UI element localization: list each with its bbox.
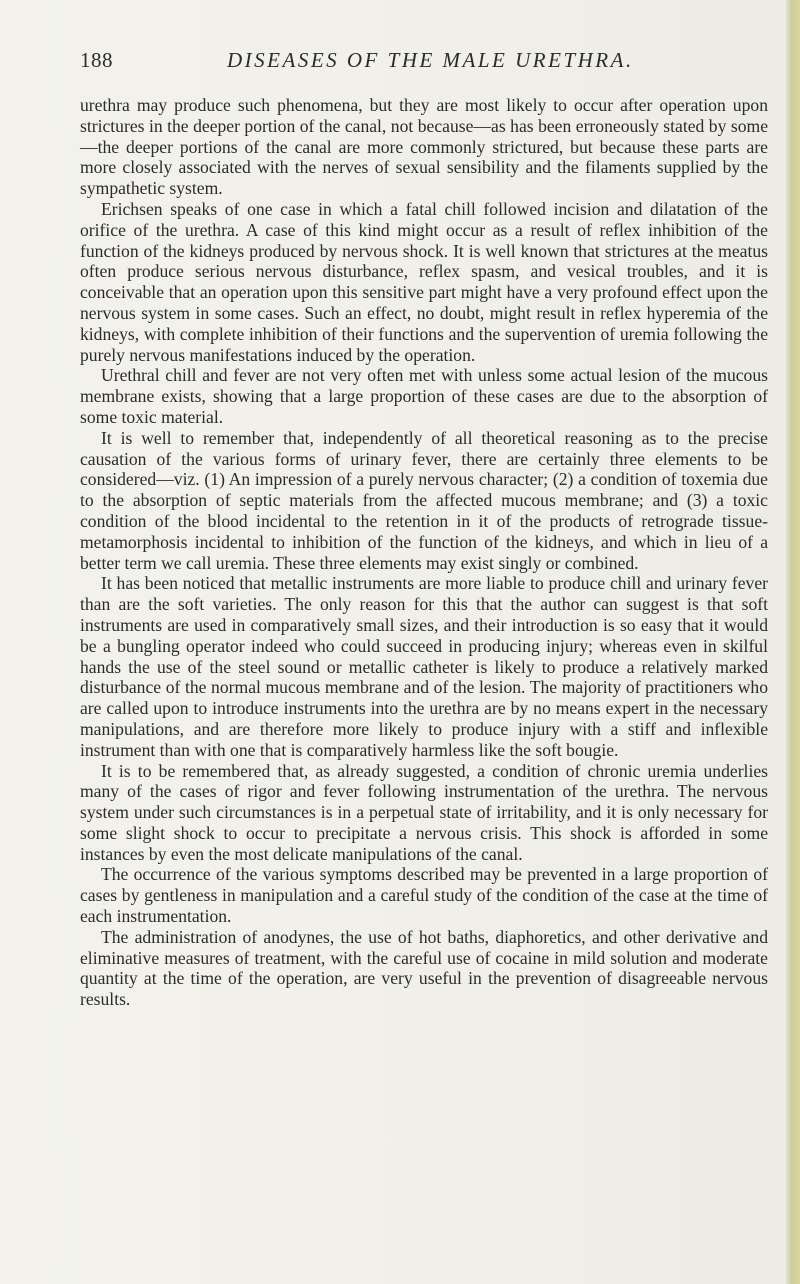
page-number: 188 [80, 48, 113, 72]
paragraph: Urethral chill and fever are not very often met with unless some actual lesion of the mucous membrane exists, showing that a large proportion of these cases are due to the absorption of some toxic material. [80, 365, 768, 427]
paragraph: urethra may produce such phenomena, but they are most likely to occur after operation upon strictures in the deeper portion of the canal, not because—as has been erroneously stated by some—the deeper portions of the canal are more commonly strictured, but because these parts are more closely associated with the nerves of sexual sensibility and the filaments supplied by the sympathetic system. [80, 95, 768, 199]
running-head: DISEASES OF THE MALE URETHRA. [227, 48, 634, 72]
paragraph: The occurrence of the various symptoms described may be prevented in a large proportion of cases by gentleness in manipulation and a careful study of the condition of the case at the time of each instrumentation. [80, 864, 768, 927]
page-header [80, 48, 760, 78]
page-edge [786, 0, 800, 1284]
paragraph: It is to be remembered that, as already suggested, a condition of chronic uremia underlies many of the cases of rigor and fever following instrumentation of the urethra. The nervous system under such circumstances is in a perpetual state of irritability, and it is only necessary for some slight shock to occur to precipitate a nervous crisis. This shock is afforded in some instances by even the most delicate manipulations of the canal. [80, 760, 768, 864]
paragraph: It has been noticed that metallic instruments are more liable to produce chill and urinary fever than are the soft varieties. The only reason for this that the author can suggest is that soft instruments are used in comparatively small sizes, and their introduction is so easy that it would be a bungling operator indeed who could succeed in producing injury; whereas even in skilful hands the use of the steel sound or metallic catheter is likely to produce a relatively marked disturbance of the normal mucous membrane and of the lesion. The majority of practitioners who are called upon to introduce instruments into the urethra are by no means expert in the necessary manipulations, and are therefore more likely to produce injury with a stiff and inflexible instrument than with one that is comparatively harmless like the soft bougie. [80, 573, 768, 760]
paragraph: The administration of anodynes, the use of hot baths, diaphoretics, and other derivative and eliminative measures of treatment, with the careful use of cocaine in mild solution and moderate quantity at the time of the operation, are very useful in the prevention of disagreeable nervous results. [80, 926, 768, 1010]
paragraph: Erichsen speaks of one case in which a fatal chill followed incision and dilatation of the orifice of the urethra. A case of this kind might occur as a result of reflex inhibition of the function of the kidneys produced by nervous shock. It is well known that strictures at the meatus often produce serious nervous disturbance, reflex spasm, and vesical troubles, and it is conceivable that an operation upon this sensitive part might have a very profound effect upon the nervous system in some cases. Such an effect, no doubt, might result in reflex hyperemia of the kidneys, with complete inhibition of their functions and the supervention of uremia following the purely nervous manifestations induced by the operation. [80, 198, 768, 365]
paragraph: It is well to remember that, independently of all theoretical reasoning as to the precise causation of the various forms of urinary fever, there are certainly three elements to be considered—viz. (1) An impression of a purely nervous character; (2) a condition of toxemia due to the absorption of septic materials from the affected mucous membrane; and (3) a toxic condition of the blood incidental to the retention in it of the products of retrograde tissue-metamorphosis incidental to inhibition of the function of the kidneys, and which in lieu of a better term we call uremia. These three elements may exist singly or combined. [80, 427, 768, 573]
body-text [80, 95, 768, 1010]
